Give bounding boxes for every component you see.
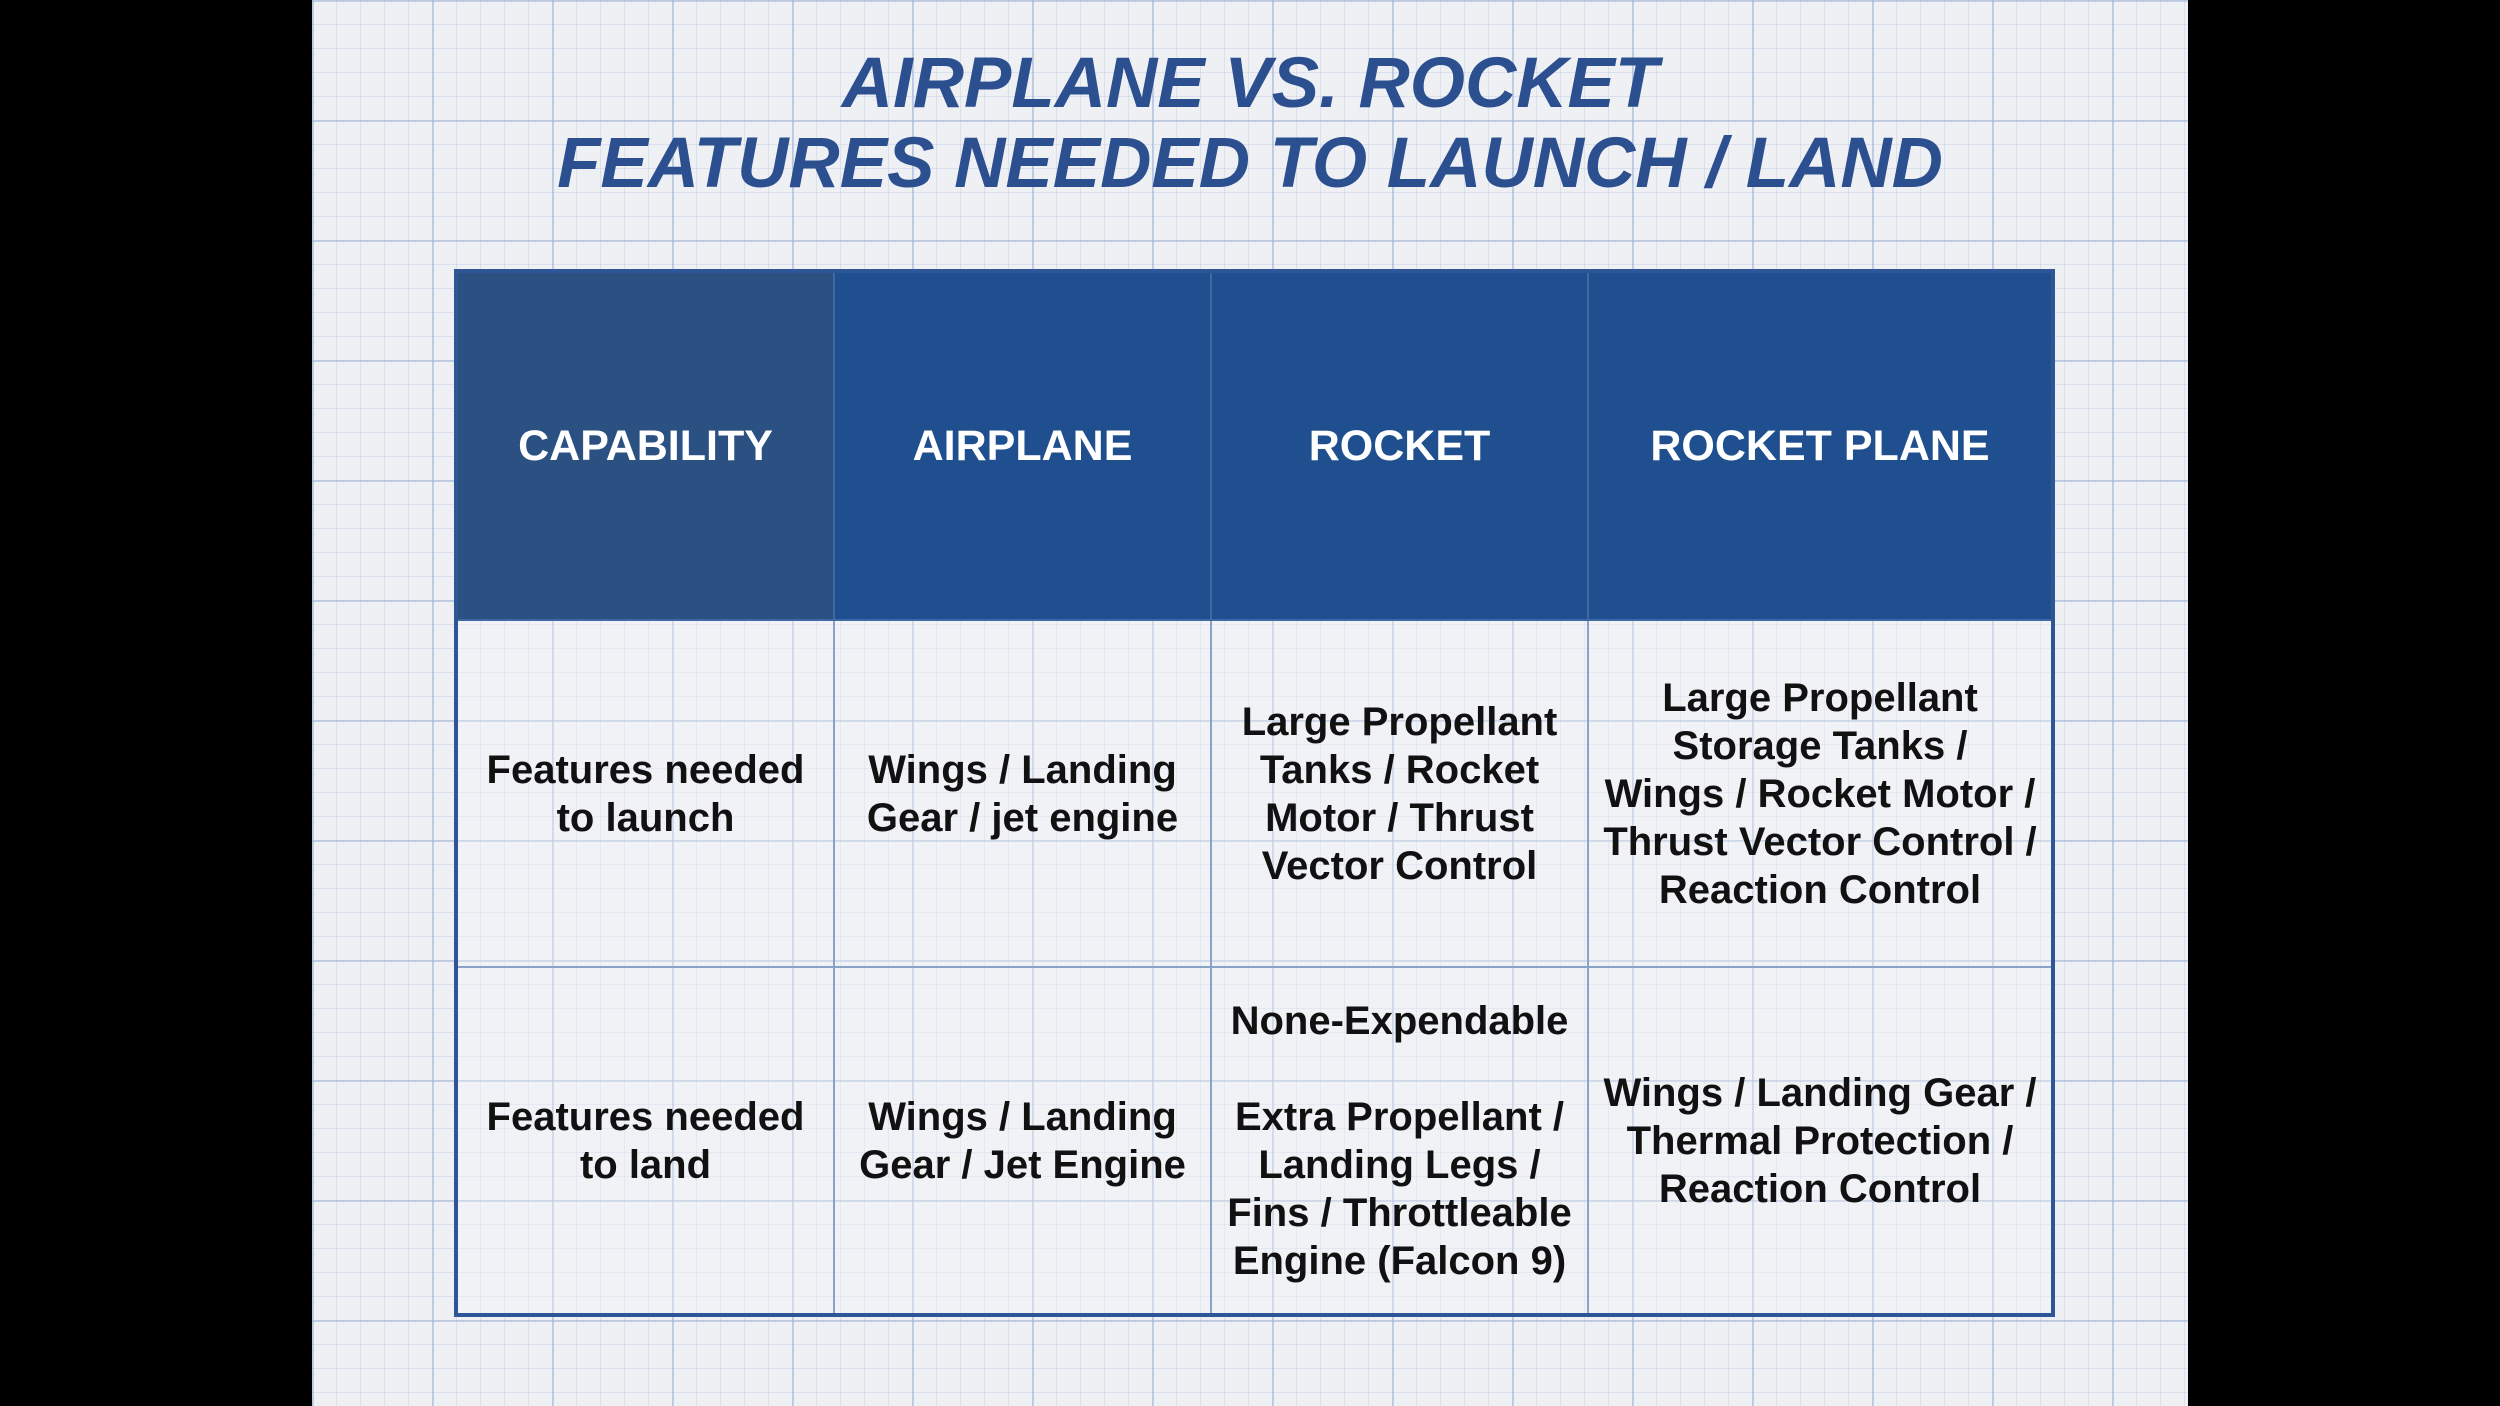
cell-line: Thrust Vector Control / xyxy=(1603,819,2037,864)
cell-line: Vector Control xyxy=(1261,843,1538,888)
cell-line: Gear / Jet Engine xyxy=(859,1142,1186,1187)
header-row xyxy=(456,271,2053,620)
slide xyxy=(312,0,2188,1406)
cell-rocket-land xyxy=(1211,967,1588,1315)
cell-line: Wings / Landing xyxy=(868,747,1177,792)
cell-rocket-plane-land xyxy=(1588,967,2053,1315)
cell-line: Extra Propellant / xyxy=(1235,1094,1564,1139)
cell-line: Thermal Protection / xyxy=(1626,1118,2014,1163)
cell-line: Wings / Landing xyxy=(868,1094,1177,1139)
header-airplane: AIRPLANE xyxy=(834,271,1211,620)
cell-line: Features needed xyxy=(486,747,805,792)
cell-line: Engine (Falcon 9) xyxy=(1232,1238,1567,1283)
cell-rocket-plane-launch xyxy=(1588,620,2053,967)
cell-capability-launch xyxy=(456,620,834,967)
cell-line: Storage Tanks / xyxy=(1672,723,1968,768)
cell-line: Landing Legs / xyxy=(1258,1142,1541,1187)
cell-line: Fins / Throttleable xyxy=(1227,1190,1572,1235)
cell-capability-land xyxy=(456,967,834,1315)
table-row-land xyxy=(456,967,2053,1315)
table-row-launch xyxy=(456,620,2053,967)
cell-airplane-launch xyxy=(834,620,1211,967)
header-capability: CAPABILITY xyxy=(456,271,834,620)
comparison-table xyxy=(454,269,2055,1317)
slide-title-line-2: FEATURES NEEDED TO LAUNCH / LAND xyxy=(557,124,1943,203)
cell-line: Motor / Thrust xyxy=(1265,795,1534,840)
cell-line: Reaction Control xyxy=(1658,1166,1982,1211)
cell-line: Gear / jet engine xyxy=(866,795,1179,840)
cell-airplane-land xyxy=(834,967,1211,1315)
slide-title-line-1: AIRPLANE VS. ROCKET xyxy=(841,44,1659,123)
cell-line: to launch xyxy=(556,795,735,840)
cell-line: to land xyxy=(579,1142,712,1187)
header-rocket: ROCKET xyxy=(1211,271,1588,620)
cell-line: Reaction Control xyxy=(1658,867,1982,912)
cell-rocket-launch xyxy=(1211,620,1588,967)
header-rocket-plane: ROCKET PLANE xyxy=(1588,271,2053,620)
cell-note: None-Expendable xyxy=(1230,998,1569,1043)
cell-spacer xyxy=(1218,1045,1581,1093)
cell-line: Wings / Rocket Motor / xyxy=(1604,771,2036,816)
cell-line: Wings / Landing Gear / xyxy=(1603,1070,2037,1115)
cell-line: Large Propellant xyxy=(1241,699,1558,744)
cell-line: Features needed xyxy=(486,1094,805,1139)
cell-line: Tanks / Rocket xyxy=(1259,747,1540,792)
cell-line: Large Propellant xyxy=(1662,675,1978,720)
